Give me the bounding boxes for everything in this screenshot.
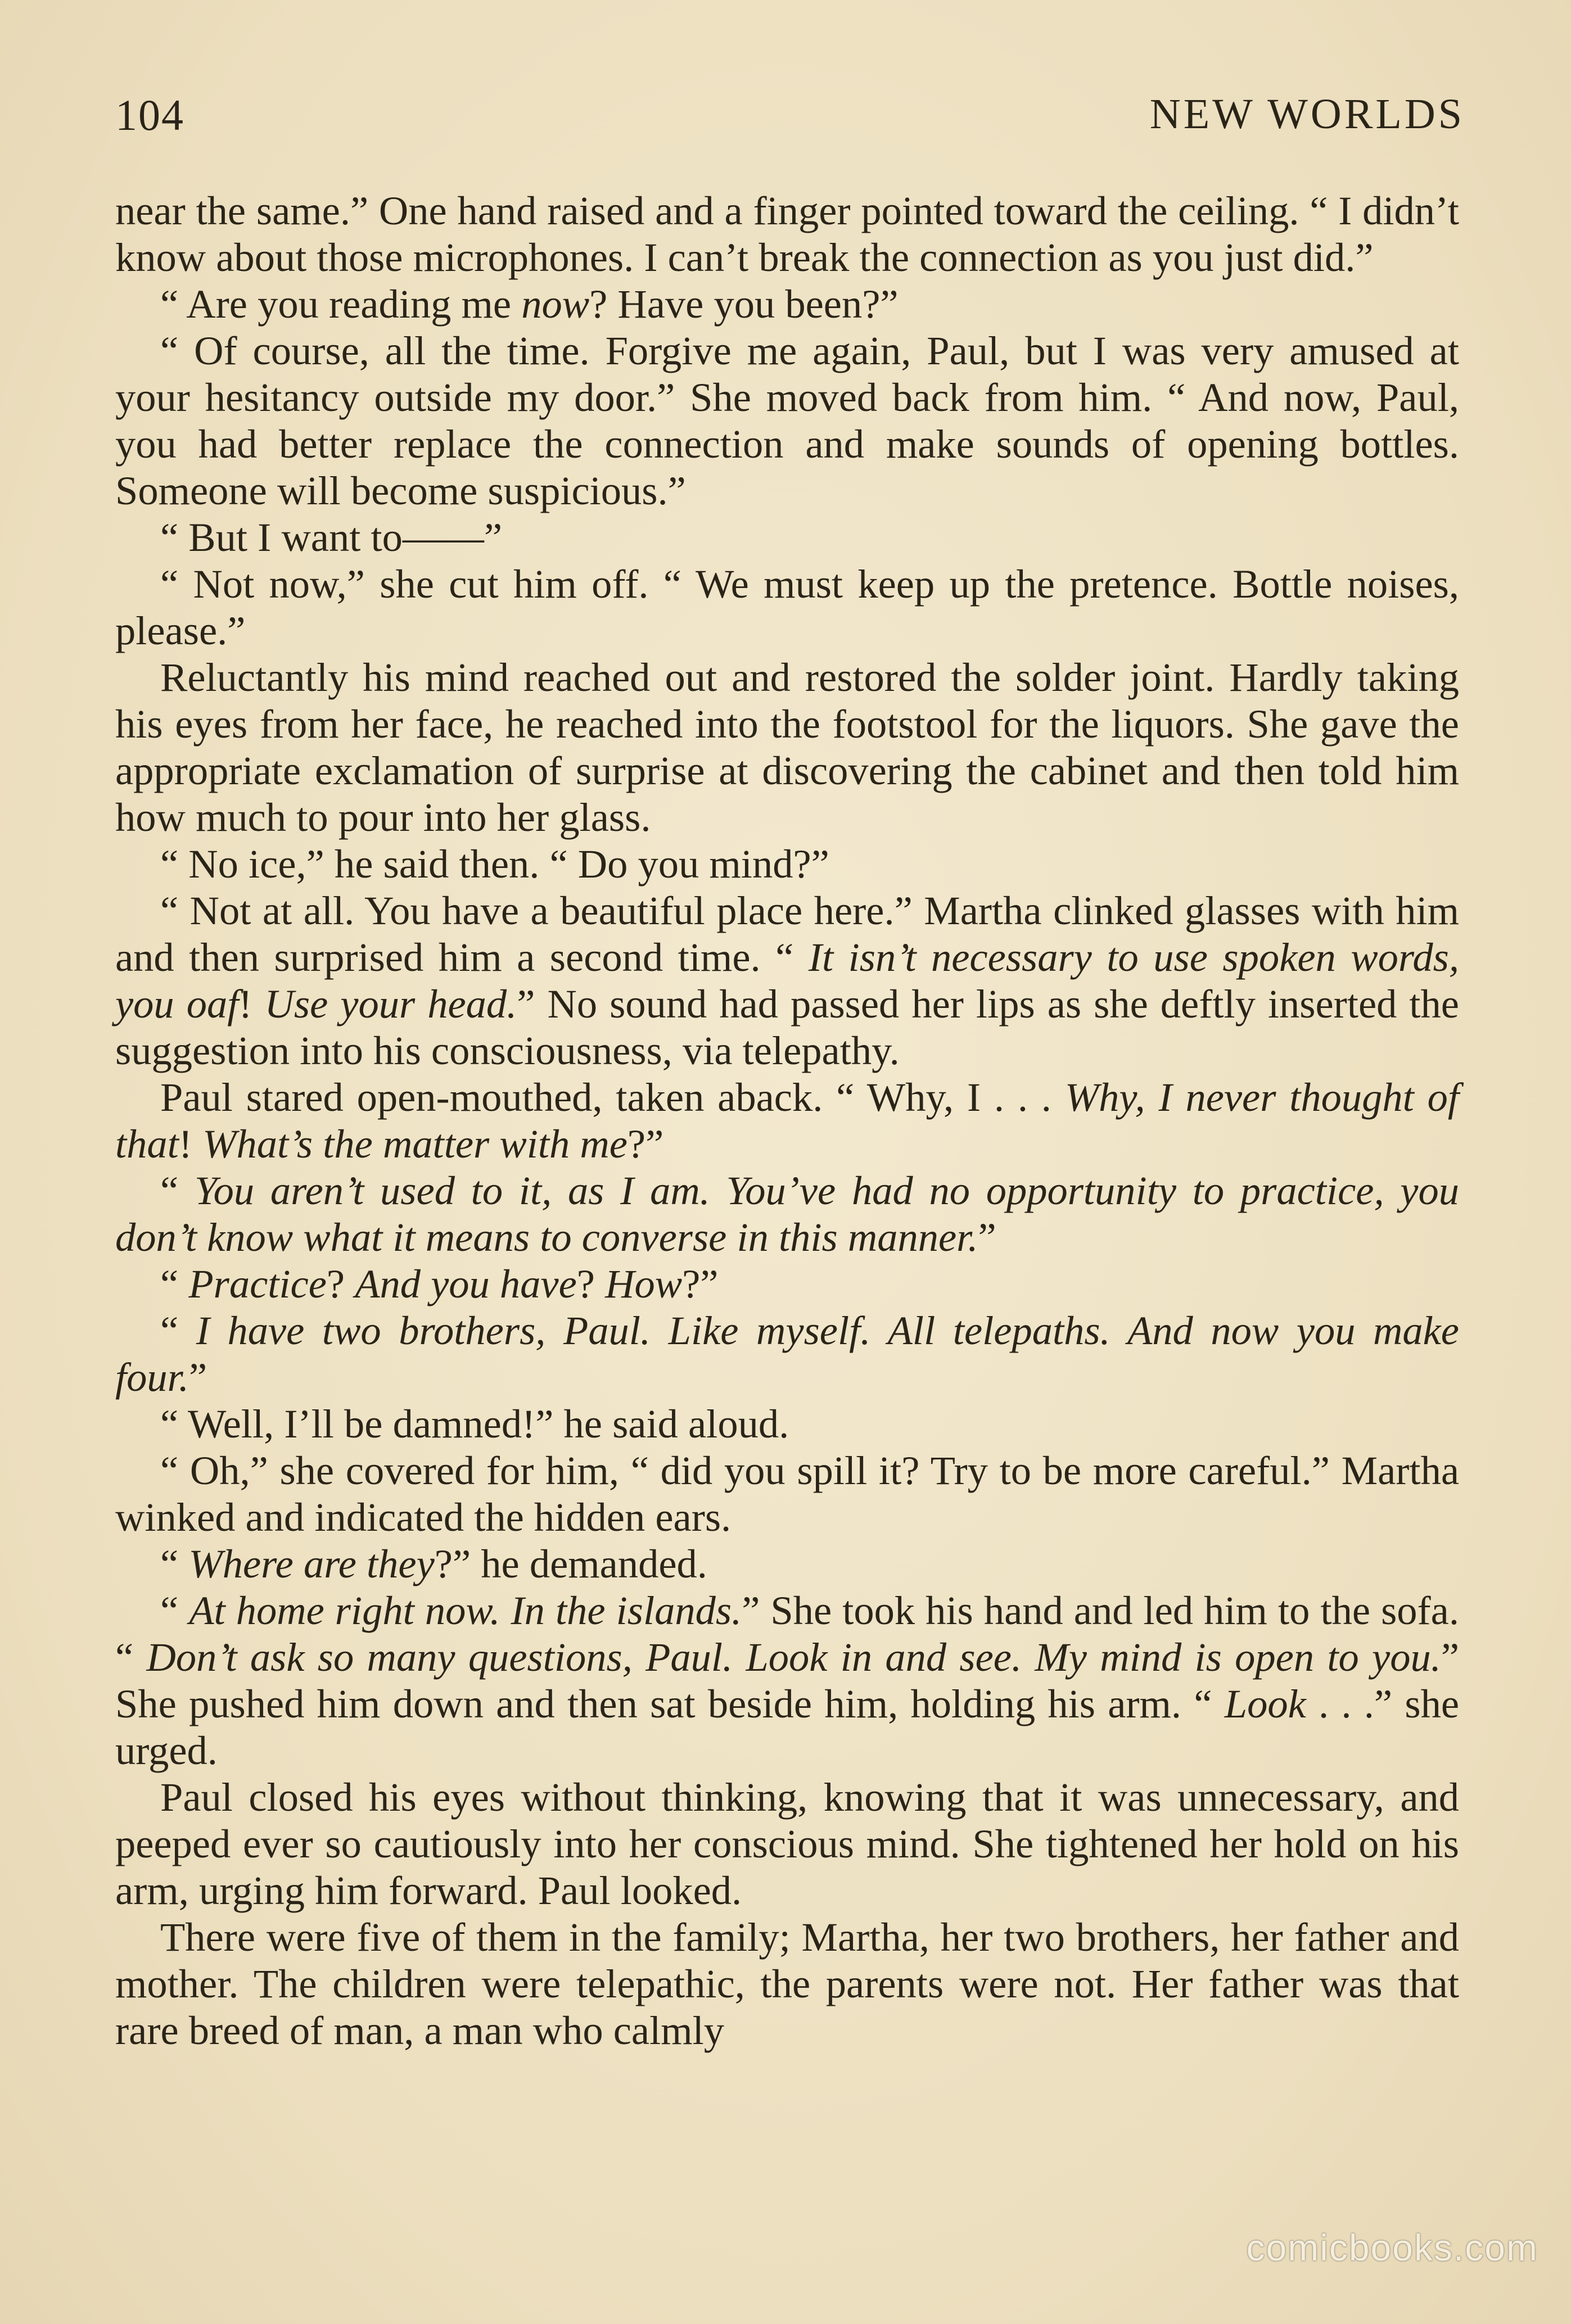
text-run: “ Are you reading me	[160, 281, 522, 327]
text-run: ”	[978, 1214, 996, 1260]
text-run: “	[160, 1541, 189, 1586]
text-run: ” She pushed him down and then sat beside him, holding his arm. “	[115, 1634, 1460, 1726]
text-run: “	[160, 1261, 189, 1306]
text-run: “ Well, I’ll be damned!” he said aloud.	[160, 1401, 789, 1446]
paragraph	[115, 560, 1459, 654]
italic-text: Where are they	[188, 1541, 435, 1586]
italic-text: now	[521, 281, 590, 327]
text-run: Paul closed his eyes without thinking, knowing that it was unnecessary, and peeped ever so cautiously into her conscious mind. She tightened her hold on his arm, urging him forward. Paul looked.	[115, 1774, 1459, 1913]
paragraph	[115, 1307, 1459, 1400]
paragraph	[115, 654, 1459, 840]
text-run: Paul stared open-mouthed, taken aback. “ Why, I . . .	[160, 1074, 1065, 1120]
paragraph	[115, 1400, 1459, 1447]
paragraph	[115, 840, 1459, 887]
body-text	[115, 187, 1459, 2054]
italic-text: And you have	[355, 1261, 577, 1306]
italic-text: It isn’t necessary to use spoken words, you oaf	[115, 934, 1459, 1027]
text-run: near the same.” One hand raised and a finger pointed toward the ceiling. “ I didn’t know about those microphones. I can’t break the connection as you just did.”	[115, 188, 1459, 280]
text-run: ?”	[627, 1121, 664, 1166]
italic-text: Practice	[188, 1261, 327, 1306]
page-number: 104	[115, 91, 184, 139]
paragraph	[115, 1074, 1459, 1167]
text-run: ?	[576, 1261, 606, 1306]
text-run: ”	[188, 1354, 207, 1400]
paragraph	[115, 514, 1459, 560]
italic-text: You aren’t used to it, as I am. You’ve had no opportunity to practice, you don’t know what it means to converse in this manner.	[115, 1168, 1459, 1260]
italic-text: Look	[1224, 1681, 1306, 1726]
text-run: !	[238, 981, 265, 1027]
italic-text: At home right now. In the islands.	[189, 1588, 742, 1633]
paragraph	[115, 281, 1459, 327]
page-header	[115, 90, 1465, 152]
text-run: “	[160, 1588, 189, 1633]
text-run: Reluctantly his mind reached out and restored the solder joint. Hardly taking his eyes from her face, he reached into the footstool for the liquors. She gave the appropriate exclamation of surprise at discovering the cabinet and then told him how much to pour into her glass.	[115, 654, 1459, 840]
paragraph	[115, 187, 1459, 281]
paragraph	[115, 1774, 1459, 1914]
text-run: “ But I want to——”	[160, 514, 503, 560]
watermark: comicbooks.com	[1246, 2227, 1538, 2268]
paragraph	[115, 327, 1459, 514]
paragraph	[115, 1587, 1459, 1774]
text-run: ?”	[682, 1261, 719, 1306]
italic-text: Use your head.	[264, 981, 517, 1027]
paragraph	[115, 1167, 1459, 1260]
text-run: “ No ice,” he said then. “ Do you mind?”	[160, 841, 829, 887]
italic-text: What’s the matter with me	[202, 1121, 628, 1166]
text-run: ” No sound had passed her lips as she deftly inserted the suggestion into his consciousness, via telepathy.	[115, 981, 1459, 1073]
paragraph	[115, 1260, 1459, 1307]
text-run: ?	[326, 1261, 355, 1306]
paragraph	[115, 887, 1459, 1074]
text-run: ” She took his hand and led him to the sofa. “	[115, 1588, 1459, 1680]
text-run: “	[160, 1168, 195, 1213]
italic-text: How	[605, 1261, 683, 1306]
text-run: . . .” she urged.	[115, 1681, 1460, 1773]
text-run: “ Of course, all the time. Forgive me again, Paul, but I was very amused at your hesitancy outside my door.” She moved back from him. “ And now, Paul, you had better replace the connection and make sounds of opening bottles. Someone will become suspicious.”	[115, 328, 1459, 513]
text-run: “ Not now,” she cut him off. “ We must keep up the pretence. Bottle noises, please.”	[115, 561, 1459, 653]
text-run: ? Have you been?”	[589, 281, 899, 327]
italic-text: I have two brothers, Paul. Like myself. All telepaths. And now you make four.	[115, 1308, 1459, 1400]
italic-text: Don’t ask so many questions, Paul. Look in and see. My mind is open to you.	[146, 1634, 1441, 1680]
paragraph	[115, 1540, 1459, 1587]
text-run: There were five of them in the family; Martha, her two brothers, her father and mother. The children were telepathic, the parents were not. Her father was that rare breed of man, a man who calmly	[115, 1914, 1459, 2053]
text-run: “ Oh,” she covered for him, “ did you spill it? Try to be more careful.” Martha winked and indicated the hidden ears.	[115, 1448, 1459, 1540]
text-run: “ Not at all. You have a beautiful place here.” Martha clinked glasses with him and then surprised him a second time. “	[115, 888, 1459, 980]
text-run: ?” he demanded.	[434, 1541, 707, 1586]
italic-text: Why, I never thought of that	[115, 1074, 1459, 1166]
paragraph	[115, 1447, 1459, 1540]
text-run: !	[178, 1121, 203, 1166]
running-title: NEW WORLDS	[1149, 91, 1465, 138]
text-run: “	[160, 1308, 196, 1353]
paragraph	[115, 1914, 1459, 2054]
